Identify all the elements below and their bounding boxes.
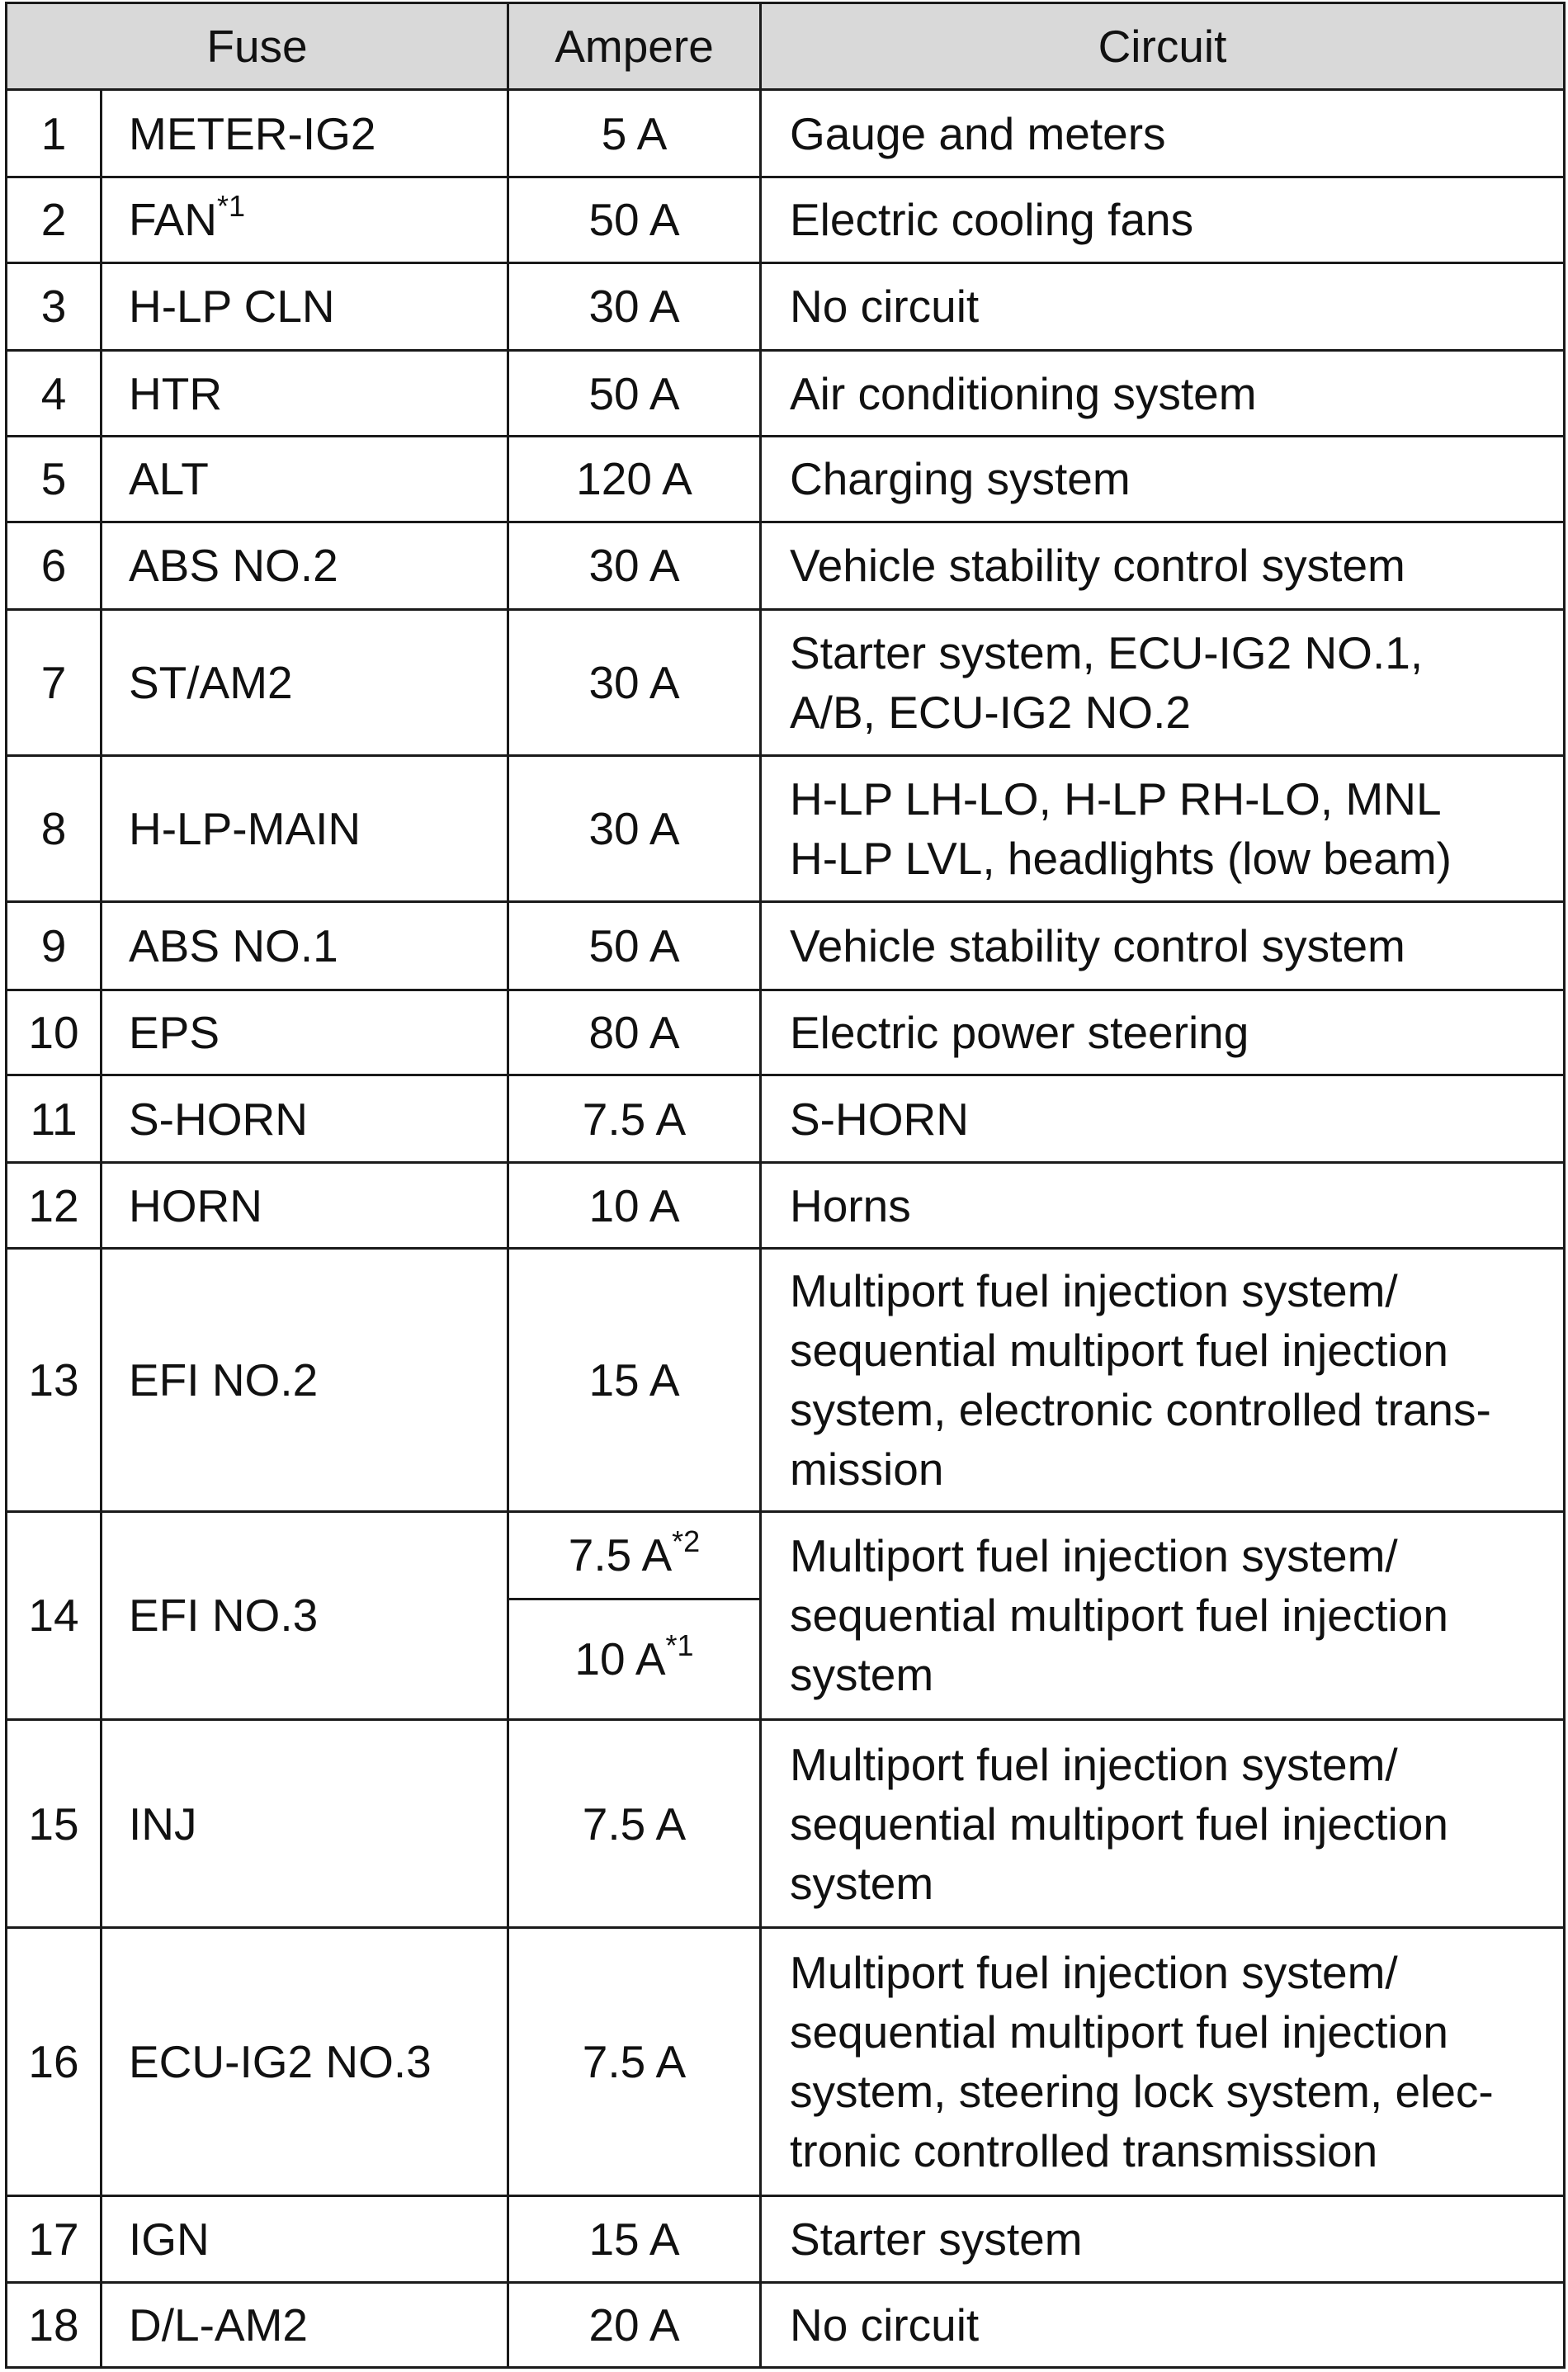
fuse-name (102, 522, 508, 609)
circuit-line: sequential multiport fuel injection (790, 1798, 1448, 1850)
circuit-line: mission (790, 1443, 944, 1495)
fuse-name-text: ECU-IG2 NO.3 (129, 2036, 432, 2088)
fuse-ampere (508, 177, 761, 262)
fuse-row (7, 1928, 1565, 2196)
fuse-row (7, 2196, 1565, 2282)
circuit-line: H-LP LH-LO, H-LP RH-LO, MNL (790, 773, 1442, 825)
fuse-row (7, 522, 1565, 609)
fuse-circuit (761, 756, 1565, 902)
fuse-ampere (508, 2282, 761, 2367)
ampere-text: 10 A (588, 1179, 680, 1231)
fuse-name-text: ABS NO.1 (129, 920, 338, 972)
fuse-number-text: 14 (28, 1590, 79, 1642)
fuse-circuit (761, 2282, 1565, 2367)
fuse-ampere (508, 990, 761, 1075)
fuse-name (102, 756, 508, 902)
fuse-circuit (761, 990, 1565, 1075)
fuse-circuit (761, 609, 1565, 755)
fuse-number (7, 609, 102, 755)
fuse-number (7, 2282, 102, 2367)
header-ampere: Ampere (508, 3, 761, 90)
fuse-number (7, 177, 102, 262)
fuse-circuit (761, 522, 1565, 609)
fuse-circuit (761, 2196, 1565, 2282)
fuse-ampere (508, 1511, 761, 1599)
fuse-number-text: 7 (40, 657, 67, 709)
fuse-number-text: 1 (40, 107, 67, 159)
fuse-ampere (508, 756, 761, 902)
ampere-text: 7.5 A (582, 1093, 687, 1145)
fuse-row (7, 1075, 1565, 1163)
fuse-number (7, 990, 102, 1075)
fuse-number-text: 17 (28, 2213, 79, 2265)
fuse-name (102, 350, 508, 436)
fuse-ampere (508, 522, 761, 609)
fuse-name (102, 90, 508, 177)
circuit-text: Starter system (790, 2213, 1083, 2265)
ampere-text: 15 A (588, 2213, 680, 2265)
fuse-number (7, 1075, 102, 1163)
circuit-line: Multiport fuel injection system/ (790, 1530, 1398, 1582)
fuse-number-text: 16 (28, 2036, 79, 2088)
fuse-number-text: 2 (40, 194, 67, 246)
ampere-footnote: *2 (672, 1524, 701, 1559)
circuit-line: Multiport fuel injection system/ (790, 1947, 1398, 1999)
fuse-name (102, 177, 508, 262)
fuse-row (7, 1248, 1565, 1511)
circuit-text: Vehicle stability control system (790, 920, 1405, 972)
circuit-line: system, steering lock system, elec- (790, 2066, 1494, 2118)
fuse-table-body (7, 90, 1565, 2368)
ampere-text: 30 A (588, 657, 680, 709)
fuse-name (102, 2196, 508, 2282)
ampere-text: 30 A (588, 803, 680, 855)
fuse-name (102, 990, 508, 1075)
fuse-name-text: D/L-AM2 (129, 2299, 308, 2351)
circuit-line: tronic controlled transmission (790, 2125, 1378, 2177)
ampere-text: 80 A (588, 1006, 680, 1058)
fuse-number (7, 437, 102, 522)
ampere-text: 15 A (588, 1354, 680, 1406)
fuse-name (102, 1928, 508, 2196)
fuse-name-text: METER-IG2 (129, 107, 376, 159)
circuit-text: No circuit (790, 2299, 980, 2351)
fuse-ampere (508, 350, 761, 436)
fuse-row (7, 437, 1565, 522)
fuse-circuit (761, 1163, 1565, 1248)
fuse-number-text: 6 (40, 540, 67, 592)
fuse-ampere (508, 437, 761, 522)
circuit-line: system, electronic controlled trans- (790, 1383, 1491, 1435)
fuse-number-text: 18 (28, 2299, 79, 2351)
fuse-ampere (508, 902, 761, 990)
fuse-number (7, 1248, 102, 1511)
circuit-line: A/B, ECU-IG2 NO.2 (790, 687, 1191, 739)
fuse-name-text: ST/AM2 (129, 657, 293, 709)
fuse-ampere (508, 1719, 761, 1927)
fuse-row (7, 1163, 1565, 1248)
fuse-name-text: ALT (129, 453, 209, 505)
fuse-name (102, 1719, 508, 1927)
fuse-number-text: 15 (28, 1798, 79, 1850)
fuse-number (7, 756, 102, 902)
fuse-ampere (508, 1599, 761, 1720)
header-fuse: Fuse (7, 3, 508, 90)
fuse-number-text: 8 (40, 803, 67, 855)
fuse-number (7, 1719, 102, 1927)
fuse-name-text: H-LP-MAIN (129, 803, 361, 855)
fuse-number (7, 262, 102, 350)
fuse-circuit (761, 90, 1565, 177)
fuse-name-text: HTR (129, 367, 223, 419)
fuse-circuit (761, 350, 1565, 436)
ampere-text: 7.5 A (568, 1529, 673, 1581)
fuse-row (7, 262, 1565, 350)
fuse-ampere (508, 90, 761, 177)
fuse-number (7, 1163, 102, 1248)
circuit-text: Vehicle stability control system (790, 540, 1405, 592)
circuit-line: sequential multiport fuel injection (790, 1590, 1448, 1642)
fuse-number (7, 350, 102, 436)
fuse-circuit (761, 902, 1565, 990)
fuse-row (7, 350, 1565, 436)
ampere-text: 30 A (588, 540, 680, 592)
fuse-circuit (761, 1075, 1565, 1163)
ampere-text: 10 A (574, 1633, 666, 1685)
ampere-text: 50 A (588, 194, 680, 246)
ampere-footnote: *1 (665, 1628, 694, 1663)
fuse-name-text: EFI NO.3 (129, 1590, 319, 1642)
circuit-text: Horns (790, 1179, 911, 1231)
ampere-text: 30 A (588, 281, 680, 333)
fuse-name-footnote: *1 (216, 189, 245, 224)
circuit-line: H-LP LVL, headlights (low beam) (790, 833, 1452, 885)
fuse-number-text: 10 (28, 1006, 79, 1058)
circuit-text: Electric power steering (790, 1006, 1249, 1058)
fuse-number-text: 11 (30, 1093, 78, 1145)
circuit-text: Air conditioning system (790, 367, 1257, 419)
fuse-ampere (508, 609, 761, 755)
fuse-row (7, 756, 1565, 902)
ampere-text: 50 A (588, 367, 680, 419)
circuit-text: Gauge and meters (790, 107, 1166, 159)
fuse-number (7, 1928, 102, 2196)
fuse-row (7, 609, 1565, 755)
fuse-number (7, 90, 102, 177)
fuse-name-text: H-LP CLN (129, 281, 335, 333)
fuse-name (102, 902, 508, 990)
circuit-line: system (790, 1857, 934, 1909)
fuse-number-text: 12 (28, 1179, 79, 1231)
ampere-text: 120 A (576, 453, 692, 505)
fuse-ampere (508, 1248, 761, 1511)
circuit-line: Multiport fuel injection system/ (790, 1264, 1398, 1316)
fuse-number (7, 522, 102, 609)
circuit-line: sequential multiport fuel injection (790, 1324, 1448, 1376)
fuse-name (102, 262, 508, 350)
circuit-line: Multiport fuel injection system/ (790, 1738, 1398, 1790)
fuse-number-text: 3 (40, 281, 67, 333)
fuse-name (102, 1511, 508, 1719)
fuse-ampere (508, 262, 761, 350)
fuse-ampere (508, 1928, 761, 2196)
fuse-name (102, 1248, 508, 1511)
fuse-number (7, 902, 102, 990)
fuse-name (102, 1075, 508, 1163)
fuse-number (7, 2196, 102, 2282)
ampere-text: 5 A (601, 107, 668, 159)
ampere-text: 7.5 A (582, 1798, 687, 1850)
fuse-name (102, 437, 508, 522)
fuse-number-text: 4 (40, 367, 67, 419)
fuse-name-text: EPS (129, 1006, 220, 1058)
circuit-line: sequential multiport fuel injection (790, 2006, 1448, 2058)
fuse-row (7, 990, 1565, 1075)
fuse-ampere (508, 2196, 761, 2282)
fuse-number-text: 5 (40, 453, 67, 505)
fuse-name (102, 609, 508, 755)
circuit-text: S-HORN (790, 1093, 969, 1145)
fuse-circuit (761, 1928, 1565, 2196)
fuse-name-text: INJ (129, 1798, 197, 1850)
fuse-number-text: 9 (40, 920, 67, 972)
fuse-number-text: 13 (28, 1354, 79, 1406)
fuse-name-text: ABS NO.2 (129, 540, 338, 592)
fuse-circuit (761, 437, 1565, 522)
fuse-row (7, 177, 1565, 262)
fuse-name-text: EFI NO.2 (129, 1354, 319, 1406)
fuse-name (102, 2282, 508, 2367)
fuse-row (7, 2282, 1565, 2367)
ampere-text: 7.5 A (582, 2036, 687, 2088)
fuse-name-text: S-HORN (129, 1093, 308, 1145)
fuse-row (7, 1511, 1565, 1599)
fuse-table (5, 2, 1566, 2369)
fuse-row (7, 1719, 1565, 1927)
fuse-circuit (761, 1719, 1565, 1927)
ampere-text: 50 A (588, 920, 680, 972)
fuse-name (102, 1163, 508, 1248)
fuse-circuit (761, 262, 1565, 350)
header-circuit: Circuit (761, 3, 1565, 90)
fuse-circuit (761, 177, 1565, 262)
circuit-text: No circuit (790, 281, 980, 333)
circuit-text: Charging system (790, 453, 1131, 505)
circuit-text: Electric cooling fans (790, 194, 1194, 246)
fuse-ampere (508, 1163, 761, 1248)
fuse-name-text: IGN (129, 2213, 210, 2265)
fuse-number (7, 1511, 102, 1719)
fuse-circuit (761, 1511, 1565, 1719)
fuse-row (7, 902, 1565, 990)
ampere-text: 20 A (588, 2299, 680, 2351)
fuse-circuit (761, 1248, 1565, 1511)
header-row (7, 3, 1565, 90)
fuse-name-text: FAN (129, 194, 217, 246)
fuse-ampere (508, 1075, 761, 1163)
fuse-row (7, 90, 1565, 177)
fuse-name-text: HORN (129, 1179, 262, 1231)
circuit-line: system (790, 1649, 934, 1701)
circuit-line: Starter system, ECU-IG2 NO.1, (790, 627, 1424, 679)
